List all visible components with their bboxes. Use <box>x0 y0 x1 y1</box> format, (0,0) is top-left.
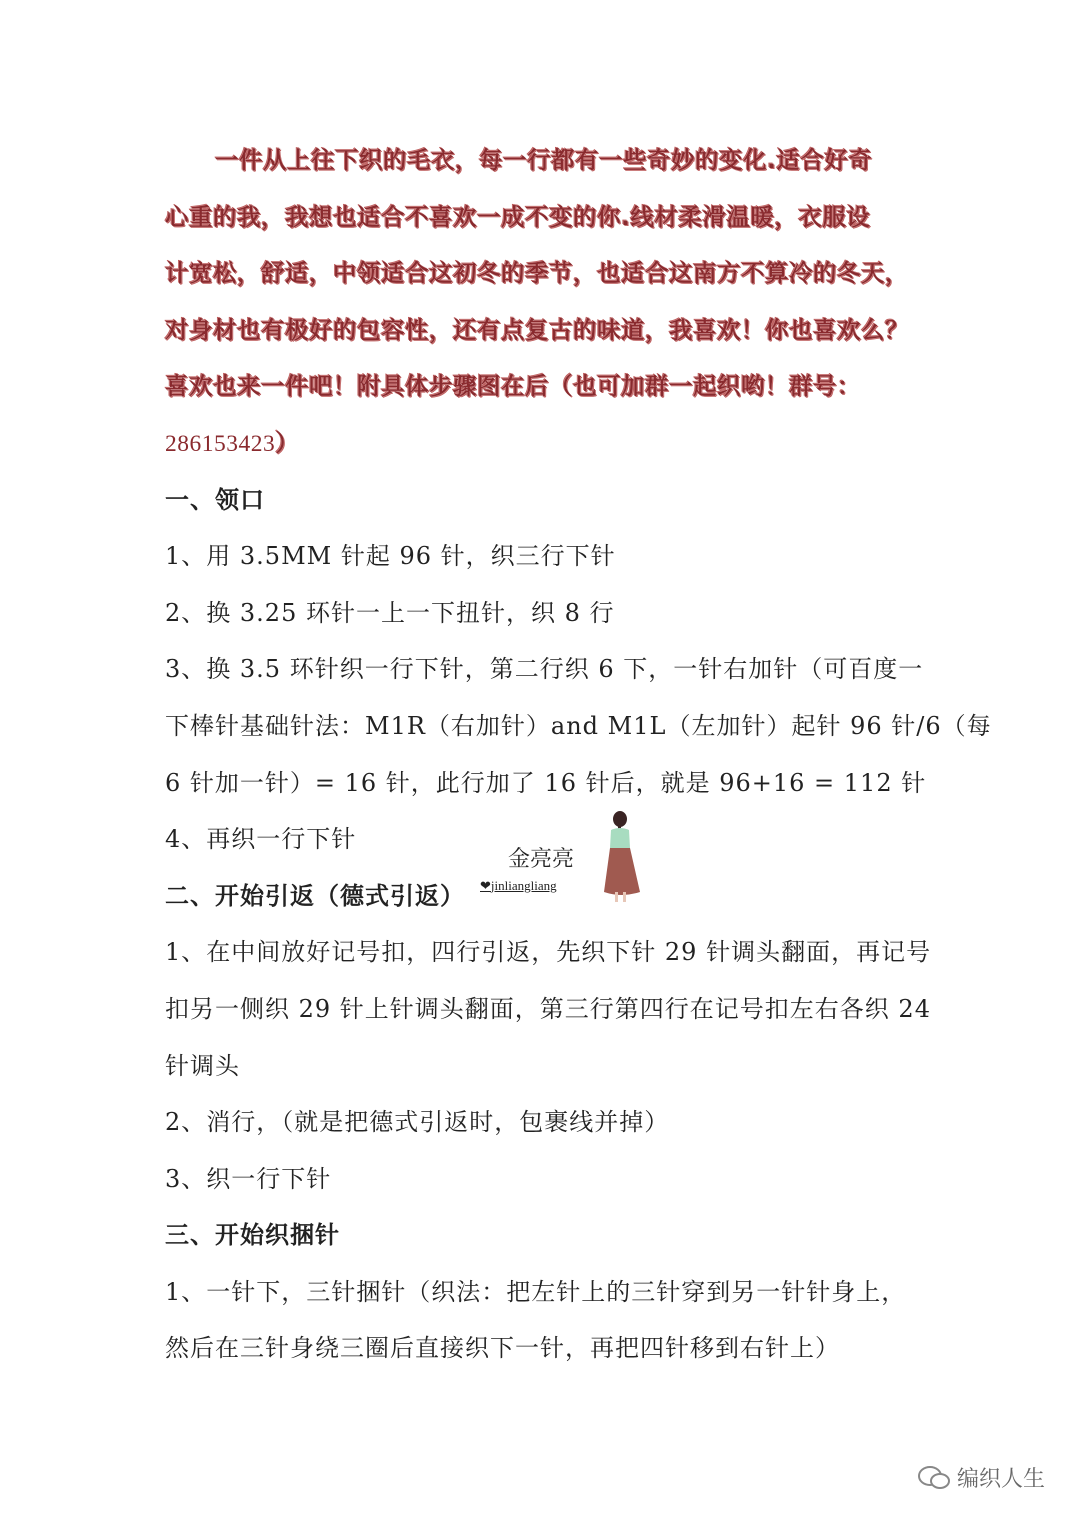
step-line: 3、换 3.5 环针织一行下针，第二行织 6 下，一针右加针（可百度一 <box>165 655 924 684</box>
watermark-name: 金亮亮 <box>508 847 575 872</box>
step-line: 3、织一行下针 <box>165 1164 332 1193</box>
girl-illustration-icon <box>600 810 645 905</box>
step-line: 针调头 <box>165 1051 240 1080</box>
author-watermark <box>480 810 650 905</box>
intro-line: 对身材也有极好的包容性，还有点复古的味道，我喜欢！你也喜欢么？ <box>165 315 909 344</box>
heart-icon: ❤ <box>480 878 491 893</box>
step-line: 1、一针下，三针捆针（织法：把左针上的三针穿到另一针针身上， <box>165 1277 907 1306</box>
intro-line: 心重的我，我想也适合不喜欢一成不变的你.线材柔滑温暖，衣服设 <box>165 202 871 231</box>
step-line: 下棒针基础针法：M1R（右加针）and M1L（左加针）起针 96 针/6（每 <box>165 711 992 740</box>
section-title-short-rows: 二、开始引返（德式引返） <box>165 880 465 910</box>
intro-line: 一件从上往下织的毛衣，每一行都有一些奇妙的变化.适合好奇 <box>215 146 873 174</box>
step-line: 然后在三针身绕三圈后直接织下一针，再把四针移到右针上） <box>165 1334 840 1363</box>
step-line: 6 针加一针）= 16 针，此行加了 16 针后，就是 96+16 = 112 针 <box>165 768 927 797</box>
section-title-neckline: 一、领口 <box>165 484 265 514</box>
step-line: 1、用 3.5MM 针起 96 针，织三行下针 <box>165 542 616 571</box>
step-line: 2、消行，（就是把德式引返时，包裹线并掉） <box>165 1108 670 1137</box>
document-body <box>165 132 992 1377</box>
intro-group-number-line <box>165 415 925 472</box>
intro-line: 喜欢也来一件吧！附具体步骤图在后（也可加群一起织哟！群号： <box>165 372 861 401</box>
wechat-account-footer <box>917 1462 1045 1493</box>
section-title-wrap-stitch: 三、开始织捆针 <box>165 1220 340 1250</box>
step-line: 2、换 3.25 环针一上一下扭针，织 8 行 <box>165 598 615 627</box>
step-line: 4、再织一行下针 <box>165 825 357 854</box>
group-close: ） <box>275 428 300 457</box>
intro-line: 计宽松，舒适，中领适合这初冬的季节，也适合这南方不算冷的冬天， <box>165 259 909 288</box>
group-number: 286153423 <box>165 430 276 457</box>
wechat-icon <box>917 1465 951 1491</box>
step-line: 1、在中间放好记号扣，四行引返，先织下针 29 针调头翻面，再记号 <box>165 938 932 967</box>
step-line: 扣另一侧织 29 针上针调头翻面，第三行第四行在记号扣左右各织 24 <box>165 994 931 1023</box>
watermark-sub: ❤jinliangliang <box>480 878 557 893</box>
account-name: 编织人生 <box>956 1467 1045 1492</box>
